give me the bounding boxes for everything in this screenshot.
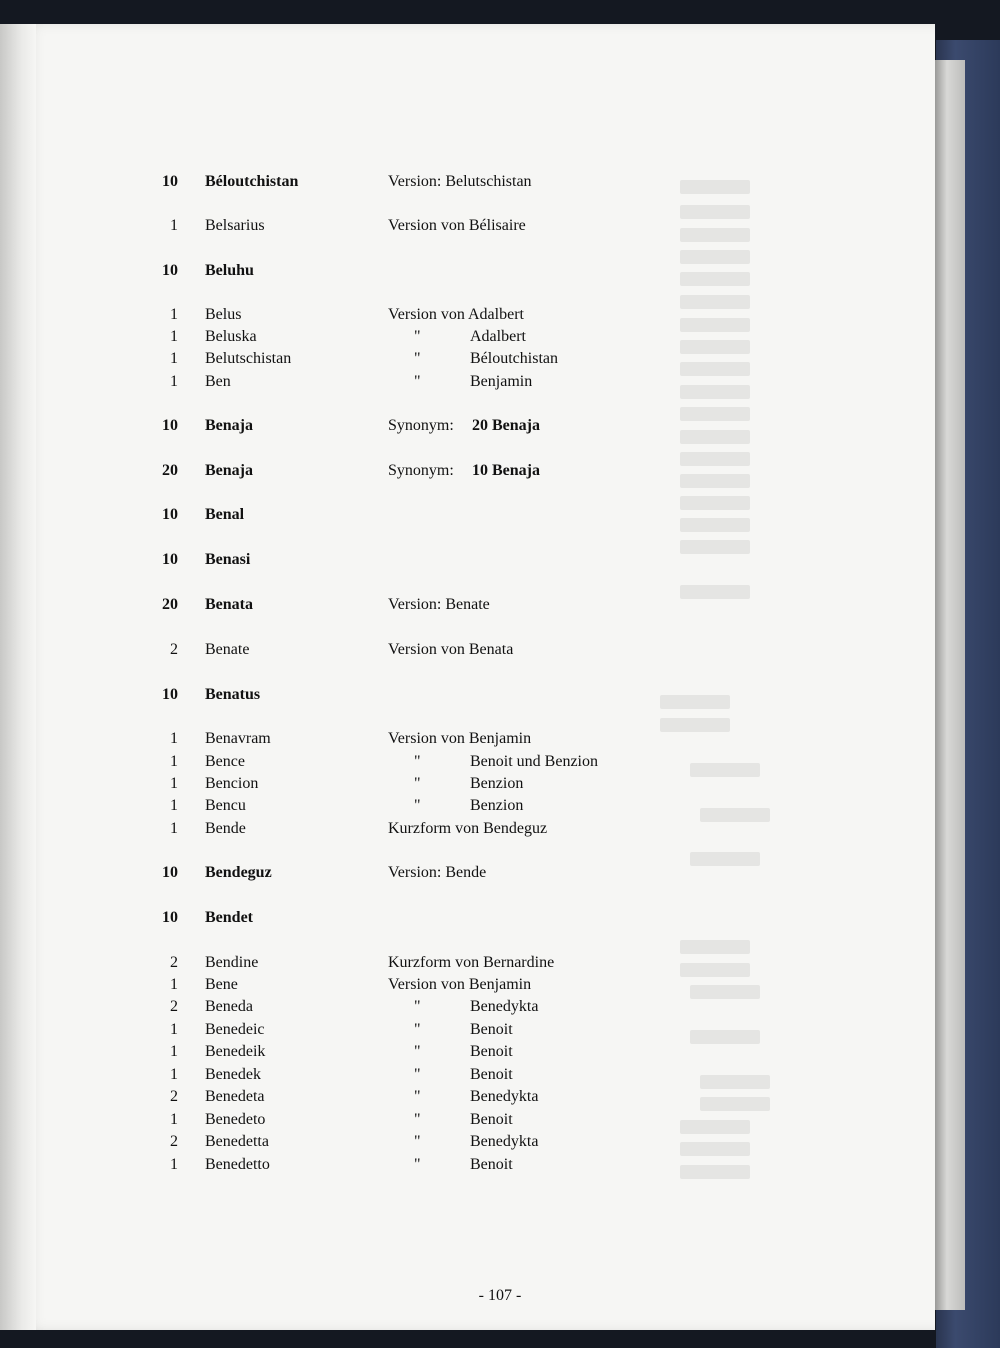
entry-row <box>0 976 1000 998</box>
entry-name: Benal <box>205 506 245 523</box>
entry-count: 10 <box>162 262 178 279</box>
entry-count: 1 <box>170 328 178 345</box>
entry-count: 10 <box>162 686 178 703</box>
entry-row <box>0 998 1000 1020</box>
entry-info: Benzion <box>470 775 524 792</box>
entry-info: Benoit <box>470 1066 513 1083</box>
entry-row <box>0 864 1000 886</box>
ditto-mark: " <box>414 1021 421 1038</box>
entry-count: 10 <box>162 551 178 568</box>
entry-row <box>0 1066 1000 1088</box>
ditto-mark: " <box>414 1111 421 1128</box>
entry-name: Benedeta <box>205 1088 265 1105</box>
entry-row <box>0 462 1000 484</box>
entry-info: Benjamin <box>470 373 533 390</box>
entry-name: Benavram <box>205 730 271 747</box>
ditto-mark: " <box>414 1043 421 1060</box>
entry-info: Benedykta <box>470 1133 539 1150</box>
entry-info: Version: Bende <box>388 864 487 881</box>
ditto-mark: " <box>414 1066 421 1083</box>
entry-name: Bence <box>205 753 245 770</box>
entry-row <box>0 1021 1000 1043</box>
entry-name: Benasi <box>205 551 251 568</box>
entry-name: Benate <box>205 641 250 658</box>
entry-name: Benedeto <box>205 1111 266 1128</box>
entry-row <box>0 909 1000 931</box>
entry-count: 10 <box>162 506 178 523</box>
entry-row <box>0 1156 1000 1178</box>
entry-name: Bendeguz <box>205 864 272 881</box>
entry-row <box>0 641 1000 663</box>
entry-info: Béloutchistan <box>470 350 558 367</box>
entry-row <box>0 730 1000 752</box>
entry-count: 2 <box>170 998 178 1015</box>
entry-info: Benoit und Benzion <box>470 753 598 770</box>
entry-info: Benedykta <box>470 998 539 1015</box>
entry-info: Benedykta <box>470 1088 539 1105</box>
entry-count: 1 <box>170 1066 178 1083</box>
entry-info: Benoit <box>470 1111 513 1128</box>
entry-row <box>0 596 1000 618</box>
entry-count: 1 <box>170 1043 178 1060</box>
entry-name: Benedetta <box>205 1133 269 1150</box>
entry-count: 10 <box>162 909 178 926</box>
entry-row <box>0 1043 1000 1065</box>
entry-info: Version: Benate <box>388 596 490 613</box>
entry-name: Beluhu <box>205 262 254 279</box>
entry-info: Version von Benjamin <box>388 976 532 993</box>
entry-name: Beneda <box>205 998 253 1015</box>
ditto-mark: " <box>414 775 421 792</box>
synonym-label: Synonym: <box>388 417 454 434</box>
entry-count: 2 <box>170 1133 178 1150</box>
entry-name: Bendine <box>205 954 259 971</box>
entry-row <box>0 506 1000 528</box>
entry-count: 20 <box>162 596 178 613</box>
ditto-mark: " <box>414 1133 421 1150</box>
bleed-through-mark <box>680 940 750 954</box>
ditto-mark: " <box>414 753 421 770</box>
entry-count: 10 <box>162 417 178 434</box>
entry-info: Kurzform von Bernardine <box>388 954 555 971</box>
entry-name: Belsarius <box>205 217 265 234</box>
entry-count: 1 <box>170 820 178 837</box>
entry-row <box>0 217 1000 239</box>
entry-row <box>0 328 1000 350</box>
entry-name: Benata <box>205 596 253 613</box>
entry-row <box>0 262 1000 284</box>
entry-count: 2 <box>170 1088 178 1105</box>
entry-count: 1 <box>170 1021 178 1038</box>
ditto-mark: " <box>414 1156 421 1173</box>
ditto-mark: " <box>414 1088 421 1105</box>
ditto-mark: " <box>414 998 421 1015</box>
entry-name: Bene <box>205 976 238 993</box>
entry-name: Benedeic <box>205 1021 265 1038</box>
entry-name: Béloutchistan <box>205 173 299 190</box>
synonym-reference: 20 Benaja <box>472 417 540 434</box>
entry-count: 2 <box>170 641 178 658</box>
entry-name: Bende <box>205 820 246 837</box>
entry-row <box>0 551 1000 573</box>
entry-info: Benzion <box>470 797 524 814</box>
entry-name: Bencion <box>205 775 259 792</box>
entry-name: Benedeik <box>205 1043 266 1060</box>
entry-name: Benatus <box>205 686 261 703</box>
entry-row <box>0 775 1000 797</box>
entry-name: Benedek <box>205 1066 261 1083</box>
entry-count: 1 <box>170 1111 178 1128</box>
entry-info: Benoit <box>470 1156 513 1173</box>
entry-row <box>0 954 1000 976</box>
entry-name: Bendet <box>205 909 253 926</box>
entry-info: Version von Bélisaire <box>388 217 526 234</box>
entry-row <box>0 417 1000 439</box>
entry-info: Version: Belutschistan <box>388 173 532 190</box>
entry-count: 1 <box>170 1156 178 1173</box>
entry-count: 2 <box>170 954 178 971</box>
entry-info: Adalbert <box>470 328 526 345</box>
entry-row <box>0 797 1000 819</box>
entry-count: 1 <box>170 753 178 770</box>
entry-count: 20 <box>162 462 178 479</box>
entry-name: Benedetto <box>205 1156 270 1173</box>
entry-count: 1 <box>170 797 178 814</box>
entry-row <box>0 686 1000 708</box>
synonym-reference: 10 Benaja <box>472 462 540 479</box>
entry-name: Belus <box>205 306 242 323</box>
entry-name: Bencu <box>205 797 246 814</box>
entry-name: Benaja <box>205 417 253 434</box>
entry-row <box>0 1088 1000 1110</box>
entry-info: Version von Benata <box>388 641 514 658</box>
entry-count: 1 <box>170 306 178 323</box>
entry-name: Ben <box>205 373 231 390</box>
entry-name: Beluska <box>205 328 257 345</box>
entry-count: 1 <box>170 350 178 367</box>
entry-info: Version von Adalbert <box>388 306 524 323</box>
entry-name: Benaja <box>205 462 253 479</box>
entry-info: Benoit <box>470 1021 513 1038</box>
entry-info: Benoit <box>470 1043 513 1060</box>
synonym-label: Synonym: <box>388 462 454 479</box>
entry-count: 1 <box>170 976 178 993</box>
entry-info: Version von Benjamin <box>388 730 532 747</box>
entry-row <box>0 820 1000 842</box>
entry-count: 1 <box>170 775 178 792</box>
entry-count: 1 <box>170 217 178 234</box>
entry-count: 10 <box>162 864 178 881</box>
entry-count: 10 <box>162 173 178 190</box>
entry-info: Kurzform von Bendeguz <box>388 820 548 837</box>
entry-row <box>0 1133 1000 1155</box>
entry-row <box>0 306 1000 328</box>
entry-count: 1 <box>170 730 178 747</box>
entry-count: 1 <box>170 373 178 390</box>
ditto-mark: " <box>414 797 421 814</box>
ditto-mark: " <box>414 328 421 345</box>
ditto-mark: " <box>414 350 421 367</box>
entry-row <box>0 1111 1000 1133</box>
entry-name: Belutschistan <box>205 350 292 367</box>
ditto-mark: " <box>414 373 421 390</box>
page-number: - 107 - <box>478 1287 522 1304</box>
entry-row <box>0 753 1000 775</box>
entry-row <box>0 173 1000 195</box>
entry-row <box>0 350 1000 372</box>
entry-row <box>0 373 1000 395</box>
